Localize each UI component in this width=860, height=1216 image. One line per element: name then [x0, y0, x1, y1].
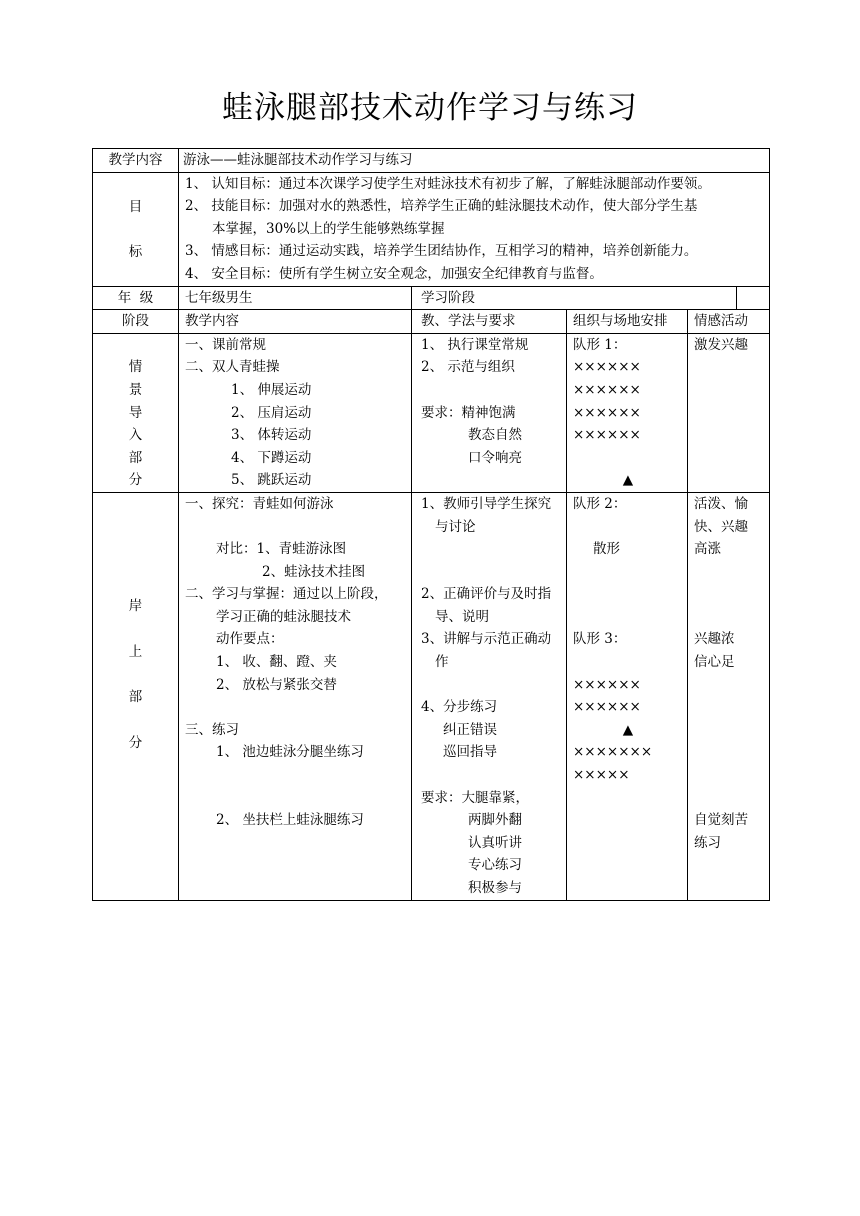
method-line: 导、说明 — [435, 608, 489, 625]
formation-label: 队形 1： — [573, 336, 627, 353]
grade-label: 年 级 — [93, 286, 179, 310]
stage-label: 学习阶段 — [421, 289, 475, 306]
section1-emotion — [688, 333, 770, 492]
method-line: 1、 执行课堂常规 — [421, 336, 529, 353]
teacher-triangle-icon: ▲ — [622, 472, 634, 489]
content-line: 学习正确的蛙泳腿技术 — [216, 608, 351, 625]
stage-char: 分 — [128, 734, 143, 751]
section1-stage — [93, 333, 179, 492]
content-line: 3、 体转运动 — [231, 427, 312, 444]
method-line: 与讨论 — [435, 518, 476, 535]
goals-label-1: 目 — [128, 198, 143, 215]
content-line: 一、探究：青蛙如何游泳 — [185, 495, 334, 512]
section2-content — [179, 492, 412, 900]
content-value: 游泳——蛙泳腿部技术动作学习与练习 — [179, 149, 770, 173]
emotion-line: 练习 — [694, 834, 721, 851]
section2-method — [412, 492, 567, 900]
content-line: 2、 放松与紧张交替 — [216, 676, 337, 693]
stage-char: 情 — [128, 359, 143, 376]
stage-char: 上 — [128, 643, 143, 660]
method-line: 口令响亮 — [468, 449, 522, 466]
section2-row — [93, 492, 770, 900]
method-line: 2、正确评价与及时指 — [421, 586, 552, 603]
stage-char: 入 — [128, 427, 143, 444]
formation-row: ×××××× — [573, 699, 641, 716]
formation-row: 散形 — [593, 541, 620, 558]
section1-row — [93, 333, 770, 492]
stage-cell — [412, 286, 770, 310]
lesson-plan-table — [92, 148, 770, 901]
formation-row: ××××××× — [573, 744, 653, 761]
content-line: 2、蛙泳技术挂图 — [262, 563, 366, 580]
section1-method — [412, 333, 567, 492]
content-line: 1、 池边蛙泳分腿坐练习 — [216, 744, 364, 761]
section1-org — [567, 333, 688, 492]
formation-row: ××××× — [573, 767, 630, 784]
method-line: 巡回指导 — [443, 744, 497, 761]
content-line: 三、练习 — [185, 721, 239, 738]
stage-char: 岸 — [128, 597, 143, 614]
emotion-line: 活泼、愉 — [694, 495, 748, 512]
goal-item: 3、 情感目标：通过运动实践，培养学生团结协作，互相学习的精神，培养创新能力。 — [185, 243, 698, 260]
content-line: 4、 下蹲运动 — [231, 449, 312, 466]
method-line: 纠正错误 — [443, 721, 497, 738]
formation-row: ×××××× — [573, 427, 641, 444]
method-line: 两脚外翻 — [468, 812, 522, 829]
grade-row — [93, 286, 770, 310]
stage-char: 部 — [128, 689, 143, 706]
stage-char: 景 — [128, 381, 143, 398]
grade-value: 七年级男生 — [179, 286, 412, 310]
document-title: 蛙泳腿部技术动作学习与练习 — [222, 90, 638, 126]
method-line: 要求：大腿靠紧， — [421, 789, 529, 806]
goal-item: 1、 认知目标：通过本次课学习使学生对蛙泳技术有初步了解，了解蛙泳腿部动作要领。 — [185, 175, 711, 192]
formation-row: ×××××× — [573, 404, 641, 421]
header-row — [93, 310, 770, 334]
method-line: 认真听讲 — [468, 834, 522, 851]
content-line: 二、双人青蛙操 — [185, 359, 280, 376]
method-line: 积极参与 — [468, 880, 522, 896]
method-line: 专心练习 — [468, 857, 522, 874]
section1-content — [179, 333, 412, 492]
method-line: 教态自然 — [468, 427, 522, 444]
content-row — [93, 149, 770, 173]
header-stage: 阶段 — [93, 310, 179, 334]
goals-label-cell — [93, 172, 179, 286]
formation-row: ×××××× — [573, 381, 641, 398]
emotion-line: 激发兴趣 — [694, 336, 748, 353]
formation-row: ×××××× — [573, 676, 641, 693]
stage-char: 分 — [128, 472, 143, 489]
formation-label: 队形 2： — [573, 495, 627, 512]
goal-item: 4、 安全目标：使所有学生树立安全观念，加强安全纪律教育与监督。 — [185, 265, 603, 282]
goals-cell — [179, 172, 770, 286]
emotion-line: 兴趣浓 — [694, 631, 735, 648]
stage-char: 导 — [128, 404, 143, 421]
content-line: 动作要点： — [216, 631, 284, 648]
teacher-triangle-icon: ▲ — [622, 721, 634, 738]
stage-char: 部 — [128, 449, 143, 466]
method-line: 作 — [435, 654, 449, 671]
header-method: 教、学法与要求 — [412, 310, 567, 334]
content-line: 一、课前常规 — [185, 336, 266, 353]
emotion-line: 自觉刻苦 — [694, 812, 748, 829]
goals-label-2: 标 — [128, 244, 143, 261]
formation-row: ×××××× — [573, 359, 641, 376]
method-line: 3、讲解与示范正确动 — [421, 631, 552, 648]
content-line: 1、 收、翻、蹬、夹 — [216, 654, 337, 671]
header-content: 教学内容 — [179, 310, 412, 334]
method-line: 2、 示范与组织 — [421, 359, 515, 376]
goal-item: 本掌握，30%以上的学生能够熟练掌握 — [212, 220, 445, 237]
section2-org — [567, 492, 688, 900]
content-line: 对比：1、青蛙游泳图 — [216, 541, 347, 558]
content-line: 5、 跳跃运动 — [231, 472, 312, 489]
method-line: 4、分步练习 — [421, 699, 498, 716]
content-line: 2、 压肩运动 — [231, 404, 312, 421]
section2-stage — [93, 492, 179, 900]
emotion-line: 快、兴趣 — [694, 518, 748, 535]
method-line: 1、教师引导学生探究 — [421, 495, 552, 512]
content-label: 教学内容 — [93, 149, 179, 173]
goal-item: 2、 技能目标：加强对水的熟悉性，培养学生正确的蛙泳腿技术动作，使大部分学生基 — [185, 198, 698, 215]
header-emotion: 情感活动 — [688, 310, 770, 334]
emotion-line: 高涨 — [694, 541, 721, 558]
header-org: 组织与场地安排 — [567, 310, 688, 334]
content-line: 二、学习与掌握：通过以上阶段， — [185, 586, 388, 603]
formation-label: 队形 3： — [573, 631, 627, 648]
content-line: 2、 坐扶栏上蛙泳腿练习 — [216, 812, 364, 829]
stage-divider — [736, 287, 737, 310]
section2-emotion — [688, 492, 770, 900]
method-line: 要求：精神饱满 — [421, 404, 516, 421]
goals-row — [93, 172, 770, 286]
emotion-line: 信心足 — [694, 654, 735, 671]
content-line: 1、 伸展运动 — [231, 381, 312, 398]
